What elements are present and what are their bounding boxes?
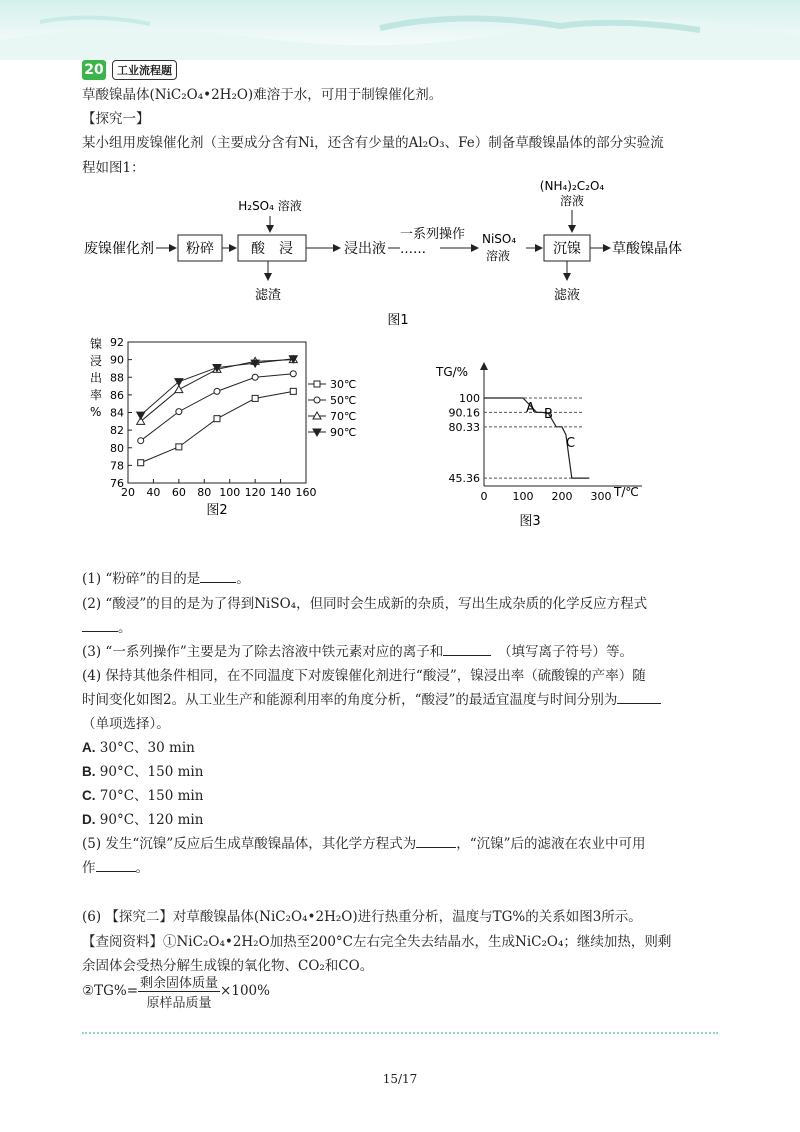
fig2-x-tick-label: 100 xyxy=(219,486,241,499)
fig3-x-tick-label: 200 xyxy=(551,490,573,503)
fig2-legend-label: 50℃ xyxy=(330,394,357,407)
figure-2-chart xyxy=(82,332,357,522)
tg-formula: ②TG%= $\frac{\text{剩余固体质量}}{\text{原样品质量}}$ ×100% xyxy=(82,972,270,1011)
fig3-point-b-label: B xyxy=(544,407,553,422)
question-4-line-3: （单项选择）。 xyxy=(82,716,170,732)
fig2-legend-label: 70℃ xyxy=(330,410,357,423)
fig2-plot-frame xyxy=(128,342,306,483)
fig2-point-square xyxy=(314,381,320,387)
question-1: (1) “粉碎”的目的是 。 xyxy=(82,571,250,587)
flow-step-acid-leach: 酸 浸 xyxy=(251,241,293,257)
fig3-y-axis-label: TG/% xyxy=(436,365,469,379)
fig2-legend-label: 30℃ xyxy=(330,378,357,391)
fig2-point-circle xyxy=(138,438,144,444)
fig2-point-triangle-down xyxy=(137,412,145,419)
answer-blank-2[interactable] xyxy=(82,619,118,632)
flow-reagent-oxalate: (NH₄)₂C₂O₄ xyxy=(539,179,605,193)
flow-step-precipitate: 沉镍 xyxy=(553,241,581,257)
fig2-legend xyxy=(308,378,356,439)
fig3-y-tick-label: 80.33 xyxy=(448,420,480,434)
flow-series-ops: 一系列操作 xyxy=(400,227,466,242)
fig2-point-circle xyxy=(290,371,296,377)
fig3-x-axis-label: T/℃ xyxy=(614,485,639,499)
fig2-series-line-2 xyxy=(141,374,294,441)
fig2-y-tick-label: 88 xyxy=(110,371,124,385)
fig2-y-label-char: 率 xyxy=(90,388,103,402)
fig3-x-tick-label: 100 xyxy=(512,490,534,503)
question-tag xyxy=(82,60,177,80)
explore1-text-1: 某小组用废镍催化剂（主要成分含有Ni，还含有少量的Al₂O₃、Fe）制备草酸镍晶体的部分实验流 xyxy=(82,135,664,151)
intro-text: 草酸镍晶体(NiC₂O₄•2H₂O)难溶于水，可用于制镍催化剂。 xyxy=(82,87,443,103)
fig2-point-circle xyxy=(314,397,320,403)
header-banner xyxy=(0,0,800,60)
fig2-y-tick-label: 78 xyxy=(110,459,124,473)
fig3-x-tick-label: 0 xyxy=(480,490,488,503)
fig2-x-tick-label: 160 xyxy=(295,486,317,499)
option-a[interactable]: A. 30°C、30 min xyxy=(82,740,195,756)
fig2-y-label-char: 出 xyxy=(90,371,103,385)
fig2-y-tick-label: 90 xyxy=(110,353,124,367)
question-4-line-2: 时间变化如图2。从工业生产和能源利用率的角度分析，“酸浸”的最适宜温度与时间分别为 xyxy=(82,688,661,708)
answer-blank-5b[interactable] xyxy=(96,859,136,872)
fig2-y-tick-label: 84 xyxy=(110,406,124,420)
fig2-point-square xyxy=(252,395,258,401)
fig2-point-circle xyxy=(252,374,258,380)
fig2-x-tick-label: 140 xyxy=(270,486,292,499)
flow-residue: 滤渣 xyxy=(254,288,282,303)
fig2-y-label-char: 镍 xyxy=(90,337,103,351)
fig3-y-tick-label: 90.16 xyxy=(448,406,480,420)
option-c[interactable]: C. 70°C、150 min xyxy=(82,788,204,804)
flow-product: 草酸镍晶体 xyxy=(612,241,682,257)
fig2-point-square xyxy=(214,416,220,422)
fig3-x-tick-label: 300 xyxy=(590,490,612,503)
fig2-y-tick-label: 76 xyxy=(110,477,124,490)
question-5-line-2: 作 。 xyxy=(82,860,149,876)
flow-niso4-solution: 溶液 xyxy=(486,249,511,263)
fig2-x-tick-label: 60 xyxy=(171,486,186,499)
fig2-y-label-char: % xyxy=(90,405,102,419)
flow-reagent-h2so4: H₂SO₄ 溶液 xyxy=(238,199,302,213)
fig2-point-circle xyxy=(176,409,182,415)
figure-2-caption: 图2 xyxy=(206,503,228,518)
question-type: 工业流程题 xyxy=(112,60,177,80)
fig3-point-a-label: A xyxy=(526,401,535,416)
fig2-x-tick-label: 40 xyxy=(146,486,161,499)
flow-ellipsis: …… xyxy=(400,242,426,257)
flow-leach-liquid: 浸出液 xyxy=(344,241,386,257)
answer-blank-1[interactable] xyxy=(200,570,236,583)
answer-blank-5a[interactable] xyxy=(416,835,456,848)
fig2-point-circle xyxy=(214,388,220,394)
question-4-line-1: (4) 保持其他条件相同，在不同温度下对废镍催化剂进行“酸浸”，镍浸出率（硫酸镍的产率）随 xyxy=(82,668,646,684)
fig3-y-tick-label: 45.36 xyxy=(448,472,480,486)
fig2-x-tick-label: 80 xyxy=(197,486,212,499)
fig2-legend-label: 90℃ xyxy=(330,426,357,439)
explore1-label: 【探究一】 xyxy=(82,111,150,127)
question-2: (2) “酸浸”的目的是为了得到NiSO₄，但同时会生成新的杂质，写出生成杂质的化学反应方程式 xyxy=(82,596,648,612)
figure-3-caption: 图3 xyxy=(519,514,541,529)
fig2-y-tick-label: 86 xyxy=(110,388,124,402)
fig2-point-square xyxy=(290,388,296,394)
option-d[interactable]: D. 90°C、120 min xyxy=(82,812,204,828)
fig2-point-square xyxy=(138,460,144,466)
page-number: 15/17 xyxy=(382,1072,418,1086)
question-5-line-1: (5) 发生“沉镍”反应后生成草酸镍晶体，其化学方程式为 ，“沉镍”后的滤液在农业中可用 xyxy=(82,836,646,852)
fig2-x-tick-label: 20 xyxy=(121,486,135,499)
flow-niso4: NiSO₄ xyxy=(482,232,517,246)
fig3-y-tick-label: 100 xyxy=(459,392,480,405)
fig2-y-tick-label: 80 xyxy=(110,441,124,455)
question-number: 20 xyxy=(82,60,106,80)
figure-1-caption: 图1 xyxy=(387,313,409,328)
question-3: (3) “一系列操作”主要是为了除去溶液中铁元素对应的离子和 （填写离子符号）等。 xyxy=(82,644,633,660)
answer-blank-4[interactable] xyxy=(617,691,661,704)
fig2-x-tick-label: 120 xyxy=(244,486,266,499)
reference-line-1: 【查阅资料】①NiC₂O₄•2H₂O加热至200°C左右完全失去结晶水，生成NiC₂O₄；继续加热，则剩 xyxy=(82,934,672,950)
figure-1-flowchart xyxy=(82,172,722,332)
question-2-answer: 。 xyxy=(82,616,132,636)
reference-line-2: 余固体会受热分解生成镍的氧化物、CO₂和CO。 xyxy=(82,958,374,974)
flow-step-crush: 粉碎 xyxy=(186,241,214,257)
explore1-text-2: 程如图1： xyxy=(82,160,145,176)
footer-divider xyxy=(82,1032,718,1034)
fig2-point-square xyxy=(176,444,182,450)
question-6: (6) 【探究二】对草酸镍晶体(NiC₂O₄•2H₂O)进行热重分析，温度与TG%的关系如图3所示。 xyxy=(82,909,642,925)
fig2-y-tick-label: 92 xyxy=(110,336,124,349)
fig2-y-tick-label: 82 xyxy=(110,424,124,438)
flow-filtrate: 滤液 xyxy=(553,288,581,303)
fig3-point-c-label: C xyxy=(566,436,576,451)
answer-blank-3[interactable] xyxy=(443,643,491,656)
fig2-y-axis-label xyxy=(90,336,102,419)
fig2-y-label-char: 浸 xyxy=(90,354,103,368)
flow-raw-material: 废镍催化剂 xyxy=(84,241,154,257)
tg-fraction: $\frac{\text{剩余固体质量}}{\text{原样品质量}}$ xyxy=(138,972,220,1011)
option-b[interactable]: B. 90°C、150 min xyxy=(82,764,204,780)
flow-reagent-oxalate-solution: 溶液 xyxy=(559,194,585,208)
figure-3-chart xyxy=(420,360,660,530)
